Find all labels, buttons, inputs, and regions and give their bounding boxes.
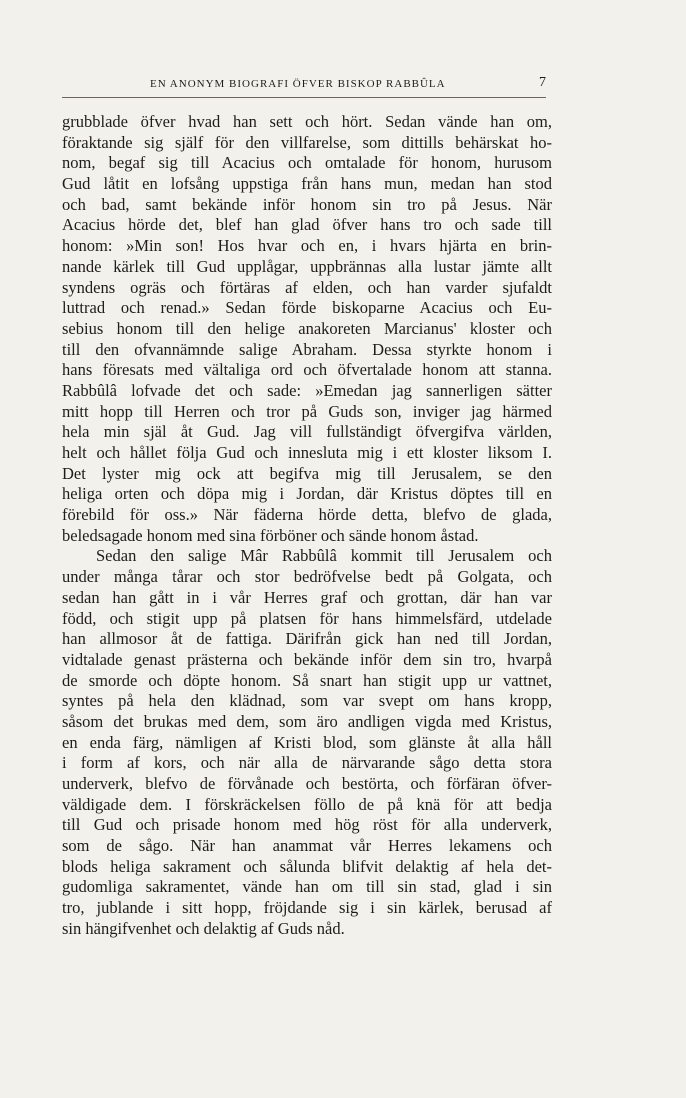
text-line: och bad, samt bekände inför honom sin tro på Jesus. När: [62, 194, 552, 214]
text-line: nom, begaf sig till Acacius och omtalade för honom, hurusom: [62, 153, 552, 173]
running-head: [62, 75, 546, 98]
text-line: sebius honom till den helige anakoreten Marcianus' kloster och: [62, 318, 552, 338]
text-line: grubblade öfver hvad han sett och hört. Sedan vände han om,: [62, 112, 552, 131]
text-line: mitt hopp till Herren och tror på Guds son, inviger jag härmed: [62, 401, 552, 421]
text-line: luttrad och renad.» Sedan förde biskoparne Acacius och Eu-: [62, 298, 552, 318]
page-number: 7: [539, 75, 546, 90]
text-line: heliga orten och döpa mig i Jordan, där Kristus döptes till en: [62, 484, 552, 504]
text-line: honom: »Min son! Hos hvar och en, i hvars hjärta en brin-: [62, 236, 552, 256]
text-line: Acacius hörde det, blef han glad öfver hans tro och sade till: [62, 215, 552, 235]
text-line: vidtalade genast prästerna och bekände inför dem sin tro, hvarpå: [62, 649, 552, 669]
text-line: sedan han gått in i vår Herres graf och grottan, där han var: [62, 587, 552, 607]
running-title: EN ANONYM BIOGRAFI ÖFVER BISKOP RABBÛLA: [150, 78, 446, 90]
text-line: syndens ogräs och förtäras af elden, och han varder sjufaldt: [62, 277, 552, 297]
text-line: under många tårar och stor bedröfvelse bedt på Golgata, och: [62, 567, 552, 587]
text-line: nande kärlek till Gud upplågar, uppbrännas alla lustar jämte allt: [62, 256, 552, 276]
body-text: [62, 112, 552, 940]
text-line: beledsagade honom med sina förböner och sände honom åstad.: [62, 525, 479, 545]
text-line: född, och stigit upp på platsen för hans himmelsfärd, utdelade: [62, 608, 552, 628]
text-line: Det lyster mig ock att begifva mig till Jerusalem, se den: [62, 463, 552, 483]
text-line: gudomliga sakramentet, vände han om till sin stad, glad i sin: [62, 877, 552, 897]
text-line: de smorde och döpte honom. Så snart han stigit upp ur vattnet,: [62, 670, 552, 690]
text-line: sin hängifvenhet och delaktig af Guds nåd.: [62, 918, 345, 938]
text-line: väldigade dem. I förskräckelsen föllo de på knä för att bedja: [62, 794, 552, 814]
text-line: såsom det brukas med dem, som äro andligen vigda med Kristus,: [62, 711, 552, 731]
text-line: han allmosor åt de fattiga. Därifrån gick han ned till Jordan,: [62, 629, 552, 649]
text-line: Gud låtit en lofsång uppstiga från hans mun, medan han stod: [62, 174, 552, 194]
text-line: en enda färg, nämligen af Kristi blod, som glänste åt alla håll: [62, 732, 552, 752]
header-rule: [62, 97, 546, 98]
text-line: till Gud och prisade honom med hög röst för alla underverk,: [62, 815, 552, 835]
text-line: föraktande sig själf för den villfarelse, som dittills behärskat ho-: [62, 132, 552, 152]
text-line: Sedan den salige Mâr Rabbûlâ kommit till Jerusalem och: [96, 546, 552, 566]
text-line: Rabbûlâ lofvade det och sade: »Emedan jag sannerligen sätter: [62, 380, 552, 400]
text-line: i form af kors, och när alla de närvarande sågo detta stora: [62, 753, 552, 773]
text-line: hela min själ åt Gud. Jag vill fullständigt öfvergifva världen,: [62, 422, 552, 442]
text-line: tro, jublande i sitt hopp, fröjdande sig i sin kärlek, berusad af: [62, 898, 552, 918]
text-line: helt och hållet följa Gud och innesluta mig i ett kloster liksom I.: [62, 443, 552, 462]
text-line: hans föresats med vältaliga ord och öfvertalade honom att stanna.: [62, 360, 552, 380]
text-line: som de sågo. När han anammat vår Herres lekamens och: [62, 836, 552, 856]
text-line: syntes på hela den klädnad, som var svept om hans kropp,: [62, 691, 552, 711]
text-line: förebild för oss.» När fäderna hörde detta, blefvo de glada,: [62, 505, 552, 525]
text-line: underverk, blefvo de förvånade och bestörta, och förfäran öfver-: [62, 774, 552, 793]
text-line: blods heliga sakrament och sålunda blifvit delaktig af hela det-: [62, 856, 552, 876]
text-line: till den ofvannämnde salige Abraham. Dessa styrkte honom i: [62, 339, 552, 359]
